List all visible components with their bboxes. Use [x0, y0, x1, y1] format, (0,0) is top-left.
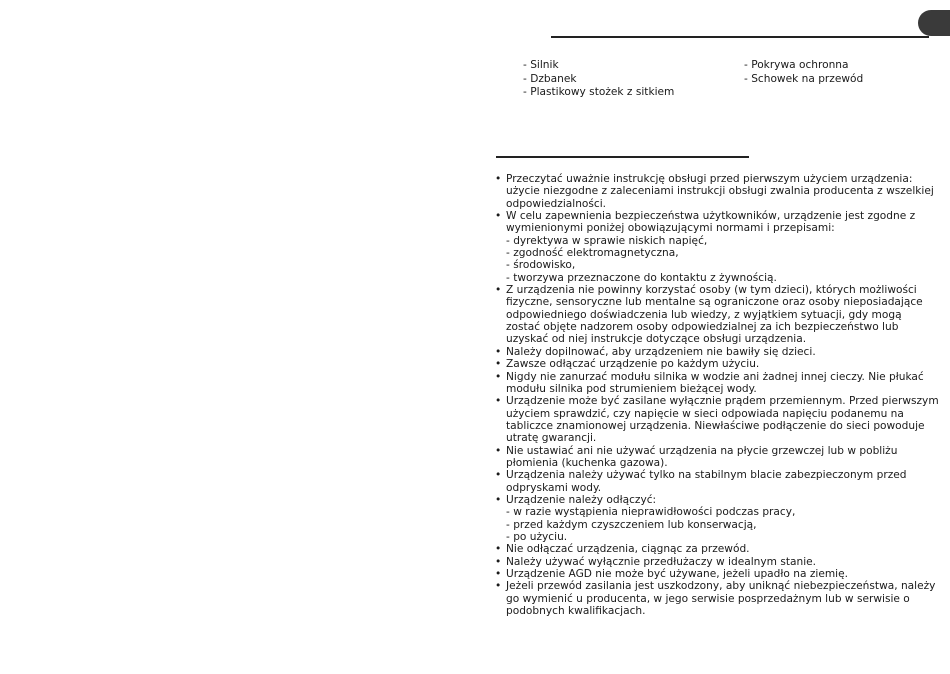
- part-item: - Pokrywa ochronna: [744, 59, 849, 71]
- safety-item: [495, 568, 940, 580]
- safety-item-line: wymienionymi poniżej obowiązującymi normami i przepisami:: [506, 222, 835, 235]
- safety-item: [495, 469, 940, 494]
- header-rule: [551, 36, 929, 38]
- safety-item-line: - dyrektywa w sprawie niskich napięć,: [506, 234, 708, 247]
- safety-item: [495, 445, 940, 470]
- safety-item-line: odpowiedniego doświadczenia lub wiedzy, z wyjątkiem sytuacji, gdy mogą: [506, 308, 902, 321]
- safety-item-line: - po użyciu.: [506, 530, 568, 543]
- safety-item-line: - w razie wystąpienia nieprawidłowości podczas pracy,: [506, 506, 796, 519]
- safety-item-line: Nie odłączać urządzenia, ciągnąc za przewód.: [506, 543, 750, 556]
- safety-item-line: odpryskami wody.: [506, 481, 602, 494]
- safety-item-line: płomienia (kuchenka gazowa).: [506, 456, 668, 469]
- safety-item-line: uzyskać od niej instrukcje dotyczące obsługi urządzenia.: [506, 333, 807, 346]
- bullet-icon: •: [495, 469, 502, 482]
- bullet-icon: •: [495, 493, 502, 506]
- safety-item-line: Urządzenia należy używać tylko na stabilnym blacie zabezpieczonym przed: [506, 469, 907, 482]
- safety-item-line: użyciem sprawdzić, czy napięcie w sieci odpowiada napięciu podanemu na: [506, 407, 904, 420]
- safety-item-line: - tworzywa przeznaczone do kontaktu z żywnością.: [506, 271, 777, 284]
- safety-item-line: Przeczytać uważnie instrukcję obsługi przed pierwszym użyciem urządzenia:: [506, 173, 913, 185]
- safety-item: [495, 543, 940, 555]
- bullet-icon: •: [495, 395, 502, 408]
- safety-item-line: Jeżeli przewód zasilania jest uszkodzony, aby uniknąć niebezpieczeństwa, należy: [506, 580, 936, 593]
- safety-item: [495, 556, 940, 568]
- safety-instructions-list: [495, 173, 940, 617]
- safety-item: [495, 284, 940, 346]
- safety-item-line: Nigdy nie zanurzać modułu silnika w wodzie ani żadnej innej cieczy. Nie płukać: [506, 370, 924, 383]
- safety-item-line: - przed każdym czyszczeniem lub konserwacją,: [506, 518, 757, 531]
- safety-item-line: go wymienić u producenta, w jego serwisie posprzedażnym lub w serwisie o: [506, 592, 910, 605]
- safety-item: [495, 371, 940, 396]
- bullet-icon: •: [495, 568, 502, 580]
- safety-item-line: użycie niezgodne z zaleceniami instrukcji obsługi zwalnia producenta z wszelkiej: [506, 185, 934, 198]
- safety-item-line: zostać objęte nadzorem osoby odpowiedzialnej za ich bezpieczeństwo lub: [506, 321, 899, 334]
- safety-section-rule: [496, 156, 749, 158]
- safety-item-line: Zawsze odłączać urządzenie po każdym użyciu.: [506, 358, 760, 371]
- safety-item: [495, 346, 940, 358]
- safety-item: [495, 210, 940, 284]
- bullet-icon: •: [495, 444, 502, 457]
- bullet-icon: •: [495, 358, 502, 371]
- bullet-icon: •: [495, 555, 502, 568]
- safety-item: [495, 173, 940, 210]
- safety-item-line: modułu silnika pod strumieniem bieżącej wody.: [506, 382, 757, 395]
- bullet-icon: •: [495, 370, 502, 383]
- safety-item-line: W celu zapewnienia bezpieczeństwa użytkowników, urządzenie jest zgodne z: [506, 210, 916, 223]
- part-item: - Plastikowy stożek z sitkiem: [523, 86, 675, 99]
- safety-item: [495, 494, 940, 543]
- safety-item-line: - zgodność elektromagnetyczna,: [506, 247, 679, 260]
- safety-item-line: Urządzenie może być zasilane wyłącznie prądem przemiennym. Przed pierwszym: [506, 395, 939, 408]
- bullet-icon: •: [495, 210, 502, 223]
- safety-item-line: utratę gwarancji.: [506, 432, 597, 445]
- safety-item-line: Urządzenie należy odłączyć:: [506, 493, 657, 506]
- parts-list-left: [523, 59, 674, 100]
- safety-item: [495, 358, 940, 370]
- safety-item-line: Nie ustawiać ani nie używać urządzenia na płycie grzewczej lub w pobliżu: [506, 444, 898, 457]
- safety-item-line: Należy używać wyłącznie przedłużaczy w idealnym stanie.: [506, 555, 817, 568]
- page-corner-tab: [918, 10, 950, 36]
- bullet-icon: •: [495, 580, 502, 593]
- safety-item-line: - środowisko,: [506, 259, 576, 272]
- safety-item-line: podobnych kwalifikacjach.: [506, 605, 646, 618]
- parts-list-right: [744, 59, 863, 86]
- safety-item: [495, 395, 940, 444]
- safety-item-line: Urządzenie AGD nie może być używane, jeżeli upadło na ziemię.: [506, 568, 848, 580]
- part-item: - Dzbanek: [523, 72, 577, 85]
- part-item: - Silnik: [523, 59, 559, 71]
- part-item: - Schowek na przewód: [744, 72, 864, 85]
- bullet-icon: •: [495, 173, 502, 185]
- safety-item-line: fizyczne, sensoryczne lub mentalne są ograniczone oraz osoby nieposiadające: [506, 296, 923, 309]
- bullet-icon: •: [495, 543, 502, 556]
- safety-item-line: Z urządzenia nie powinny korzystać osoby (w tym dzieci), których możliwości: [506, 284, 917, 297]
- safety-item-line: tabliczce znamionowej urządzenia. Niewłaściwe podłączenie do sieci powoduje: [506, 419, 925, 432]
- safety-item-line: odpowiedzialności.: [506, 197, 607, 210]
- bullet-icon: •: [495, 345, 502, 358]
- safety-item: [495, 580, 940, 617]
- bullet-icon: •: [495, 284, 502, 297]
- safety-item-line: Należy dopilnować, aby urządzeniem nie bawiły się dzieci.: [506, 345, 816, 358]
